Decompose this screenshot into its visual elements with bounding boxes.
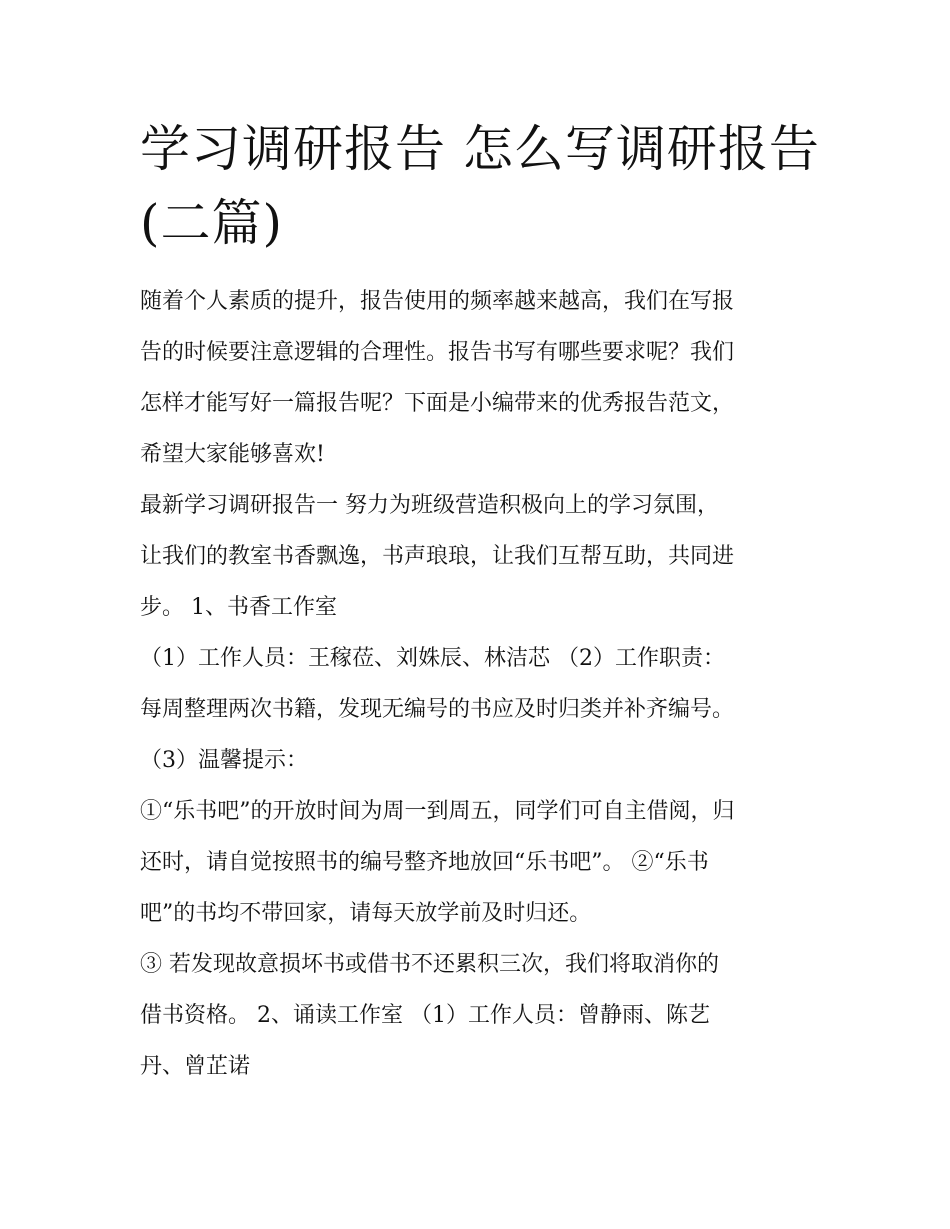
body-line: 借书资格。 2、诵读工作室 （1）工作人员：曾静雨、陈艺 — [140, 1003, 710, 1028]
body-line: 吧”的书均不带回家，请每天放学前及时归还。 — [140, 901, 592, 926]
body-line: 每周整理两次书籍，发现无编号的书应及时归类并补齐编号。 — [140, 697, 735, 722]
body-line: 希望大家能够喜欢! — [140, 442, 325, 467]
body-line: 告的时候要注意逻辑的合理性。报告书写有哪些要求呢？我们 — [140, 340, 735, 365]
body-line: 还时，请自觉按照书的编号整齐地放回“乐书吧”。 ②“乐书 — [140, 850, 709, 875]
title-line-1: 学习调研报告 怎么写调研报告 — [140, 120, 820, 178]
body-line: （1）工作人员：王稼莅、刘姝辰、林洁芯 （2）工作职责： — [140, 646, 725, 671]
body-line: 随着个人素质的提升，报告使用的频率越来越高，我们在写报 — [140, 289, 735, 314]
body-line: ①“乐书吧”的开放时间为周一到周五，同学们可自主借阅，归 — [140, 799, 735, 824]
body-line: ③ 若发现故意损坏书或借书不还累积三次，我们将取消你的 — [140, 952, 719, 977]
body-line: （3）温馨提示： — [140, 748, 308, 773]
title-line-2: (二篇) — [140, 194, 284, 252]
body-line: 步。 1、书香工作室 — [140, 595, 337, 620]
body-line: 最新学习调研报告一 努力为班级营造积极向上的学习氛围， — [140, 493, 719, 518]
body-line: 丹、曾芷诺 — [140, 1054, 251, 1079]
document-body — [140, 276, 820, 1092]
body-line: 怎样才能写好一篇报告呢？下面是小编带来的优秀报告范文， — [140, 391, 735, 416]
body-line: 让我们的教室书香飘逸，书声琅琅，让我们互帮互助，共同进 — [140, 544, 735, 569]
document-title — [140, 112, 820, 260]
